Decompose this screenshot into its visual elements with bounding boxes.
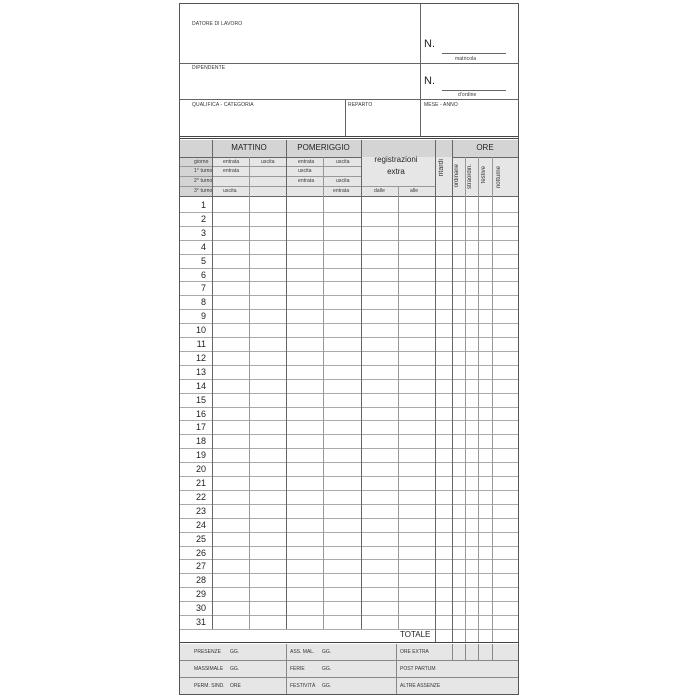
rule xyxy=(180,176,361,177)
rule xyxy=(180,677,518,678)
rule xyxy=(452,157,518,158)
row-label-giorno: giorno xyxy=(194,159,209,165)
day-number: 28 xyxy=(195,575,206,586)
col-line xyxy=(212,140,213,629)
row-rule xyxy=(180,601,518,602)
col-line xyxy=(398,186,399,629)
festivita-gg-label: GG. xyxy=(322,683,332,689)
row-rule xyxy=(180,587,518,588)
row-rule xyxy=(180,462,518,463)
day-number: 21 xyxy=(195,478,206,488)
afternoon-out-label: uscita xyxy=(336,159,350,165)
ordinarie-label: ordinarie xyxy=(454,164,460,188)
header-rule xyxy=(180,63,518,64)
afternoon-header: POMERIGGIO xyxy=(297,143,350,152)
header-divider xyxy=(420,4,421,136)
row-label-turno-2: 2° turno xyxy=(194,178,213,184)
notturne-label: notturne xyxy=(496,166,502,189)
col-line xyxy=(323,157,324,629)
month-year-label: MESE - ANNO xyxy=(424,102,458,108)
day-number: 24 xyxy=(195,519,206,530)
day-number: 22 xyxy=(195,491,206,502)
number-label: N. xyxy=(424,38,435,50)
row-rule xyxy=(180,379,518,380)
row-rule xyxy=(180,518,518,519)
employee-label: DIPENDENTE xyxy=(192,65,226,71)
row-rule xyxy=(180,573,518,574)
day-number: 6 xyxy=(200,269,206,280)
row-rule xyxy=(180,420,518,421)
header-rule xyxy=(180,99,518,100)
row-rule xyxy=(180,212,518,213)
row-rule xyxy=(180,504,518,505)
row-rule xyxy=(180,295,518,296)
row-rule xyxy=(180,323,518,324)
rule xyxy=(180,186,435,187)
row-rule xyxy=(180,615,518,616)
row-rule xyxy=(180,490,518,491)
rule xyxy=(180,660,518,661)
day-number: 31 xyxy=(195,617,206,627)
col-line xyxy=(452,644,453,661)
ore-header: ORE xyxy=(476,143,494,152)
day-number: 3 xyxy=(200,227,206,238)
shift2-in-label: entrata xyxy=(298,178,315,184)
ordine-label: d'ordine xyxy=(458,92,477,98)
day-number: 11 xyxy=(196,339,206,349)
row-label-turno-3: 3° turno xyxy=(194,188,213,194)
col-line xyxy=(492,644,493,661)
col-line xyxy=(361,140,362,629)
ferie-label: FERIE xyxy=(290,666,305,672)
day-number: 25 xyxy=(195,533,206,544)
alle-label: alle xyxy=(410,188,419,194)
day-number: 29 xyxy=(195,589,206,600)
presenze-gg-label: GG. xyxy=(230,649,240,655)
ritardi-label: ritardi xyxy=(438,159,445,177)
col-line xyxy=(492,157,493,642)
shift2-out-label: uscita xyxy=(336,178,350,184)
day-number: 27 xyxy=(195,561,206,572)
col-line xyxy=(286,644,287,694)
day-number: 7 xyxy=(200,283,206,294)
number-label: N. xyxy=(424,75,435,87)
rule xyxy=(180,196,518,197)
row-rule xyxy=(180,393,518,394)
day-number: 17 xyxy=(195,422,206,433)
perm-sind-ore-label: ORE xyxy=(230,683,241,689)
row-rule xyxy=(180,254,518,255)
massimale-gg-label: GG. xyxy=(230,666,240,672)
department-label: REPARTO xyxy=(348,102,373,108)
row-rule xyxy=(180,365,518,366)
perm-sind-label: PERM. SIND. xyxy=(194,683,225,689)
day-number: 5 xyxy=(200,255,206,266)
altre-assenze-label: ALTRE ASSENZE xyxy=(400,683,441,689)
col-line xyxy=(452,140,453,642)
day-number: 12 xyxy=(195,352,206,363)
header-divider xyxy=(345,99,346,136)
totale-label: TOTALE xyxy=(400,630,431,639)
row-rule xyxy=(180,532,518,533)
row-rule xyxy=(180,448,518,449)
col-line xyxy=(435,140,436,642)
post-partum-label: POST PARTUM xyxy=(400,666,436,672)
day-number: 13 xyxy=(195,366,206,377)
rule xyxy=(180,642,518,643)
day-number: 20 xyxy=(195,464,206,475)
morning-in-label: entrata xyxy=(223,159,240,165)
extra-registrations-header: registrazioni extra xyxy=(374,155,418,176)
shift1-in-label: entrata xyxy=(223,168,240,174)
row-rule xyxy=(180,546,518,547)
ass-mal-label: ASS. MAL. xyxy=(290,649,315,655)
row-rule xyxy=(180,407,518,408)
festive-label: festive xyxy=(481,166,487,184)
row-rule xyxy=(180,268,518,269)
row-rule xyxy=(180,434,518,435)
day-number: 16 xyxy=(195,408,206,419)
day-number: 26 xyxy=(195,547,206,558)
dalle-label: dalle xyxy=(374,188,386,194)
day-number: 15 xyxy=(195,394,206,405)
row-rule xyxy=(180,476,518,477)
ore-extra-label: ORE EXTRA xyxy=(400,649,429,655)
row-rule xyxy=(180,281,518,282)
day-number: 10 xyxy=(195,325,206,336)
rule xyxy=(180,166,361,167)
shift3-in-label: entrata xyxy=(333,188,350,194)
row-rule xyxy=(180,629,518,630)
row-rule xyxy=(180,337,518,338)
table-top-rule xyxy=(180,138,518,139)
col-line xyxy=(478,157,479,642)
row-rule xyxy=(180,559,518,560)
employer-label: DATORE DI LAVORO xyxy=(192,21,243,27)
time-card xyxy=(179,3,519,695)
shift3-out-label: uscita xyxy=(223,188,237,194)
day-number: 14 xyxy=(195,380,206,391)
rule xyxy=(180,157,361,158)
morning-header: MATTINO xyxy=(231,143,267,152)
ordine-line xyxy=(442,90,506,91)
straordin-label: straordin. xyxy=(467,164,473,190)
afternoon-in-label: entrata xyxy=(298,159,315,165)
ass-mal-gg-label: GG. xyxy=(322,649,332,655)
festivita-label: FESTIVITÀ xyxy=(290,683,316,689)
massimale-label: MASSIMALE xyxy=(194,666,224,672)
col-line xyxy=(286,140,287,629)
matricola-line xyxy=(442,53,506,54)
day-number: 4 xyxy=(200,241,206,252)
row-rule xyxy=(180,240,518,241)
day-number: 18 xyxy=(195,436,206,447)
day-number: 8 xyxy=(200,297,206,308)
col-line xyxy=(396,644,397,694)
row-rule xyxy=(180,226,518,227)
day-number: 19 xyxy=(195,450,206,461)
col-line xyxy=(478,644,479,661)
shift1-out-label: uscita xyxy=(298,168,312,174)
day-number: 1 xyxy=(200,200,206,210)
col-line xyxy=(465,644,466,661)
day-number: 2 xyxy=(200,213,206,224)
day-number: 30 xyxy=(195,603,206,614)
ferie-gg-label: GG. xyxy=(322,666,332,672)
col-line xyxy=(465,157,466,642)
day-number: 23 xyxy=(195,505,206,516)
presenze-label: PRESENZE xyxy=(194,649,221,655)
row-label-turno-1: 1° turno xyxy=(194,168,213,174)
morning-out-label: uscita xyxy=(261,159,275,165)
row-rule xyxy=(180,309,518,310)
day-number: 9 xyxy=(200,311,206,322)
matricola-label: matricola xyxy=(455,56,477,62)
row-rule xyxy=(180,351,518,352)
table-top-rule xyxy=(180,136,518,137)
col-line xyxy=(249,157,250,629)
qualification-label: QUALIFICA - CATEGORIA xyxy=(192,102,254,108)
